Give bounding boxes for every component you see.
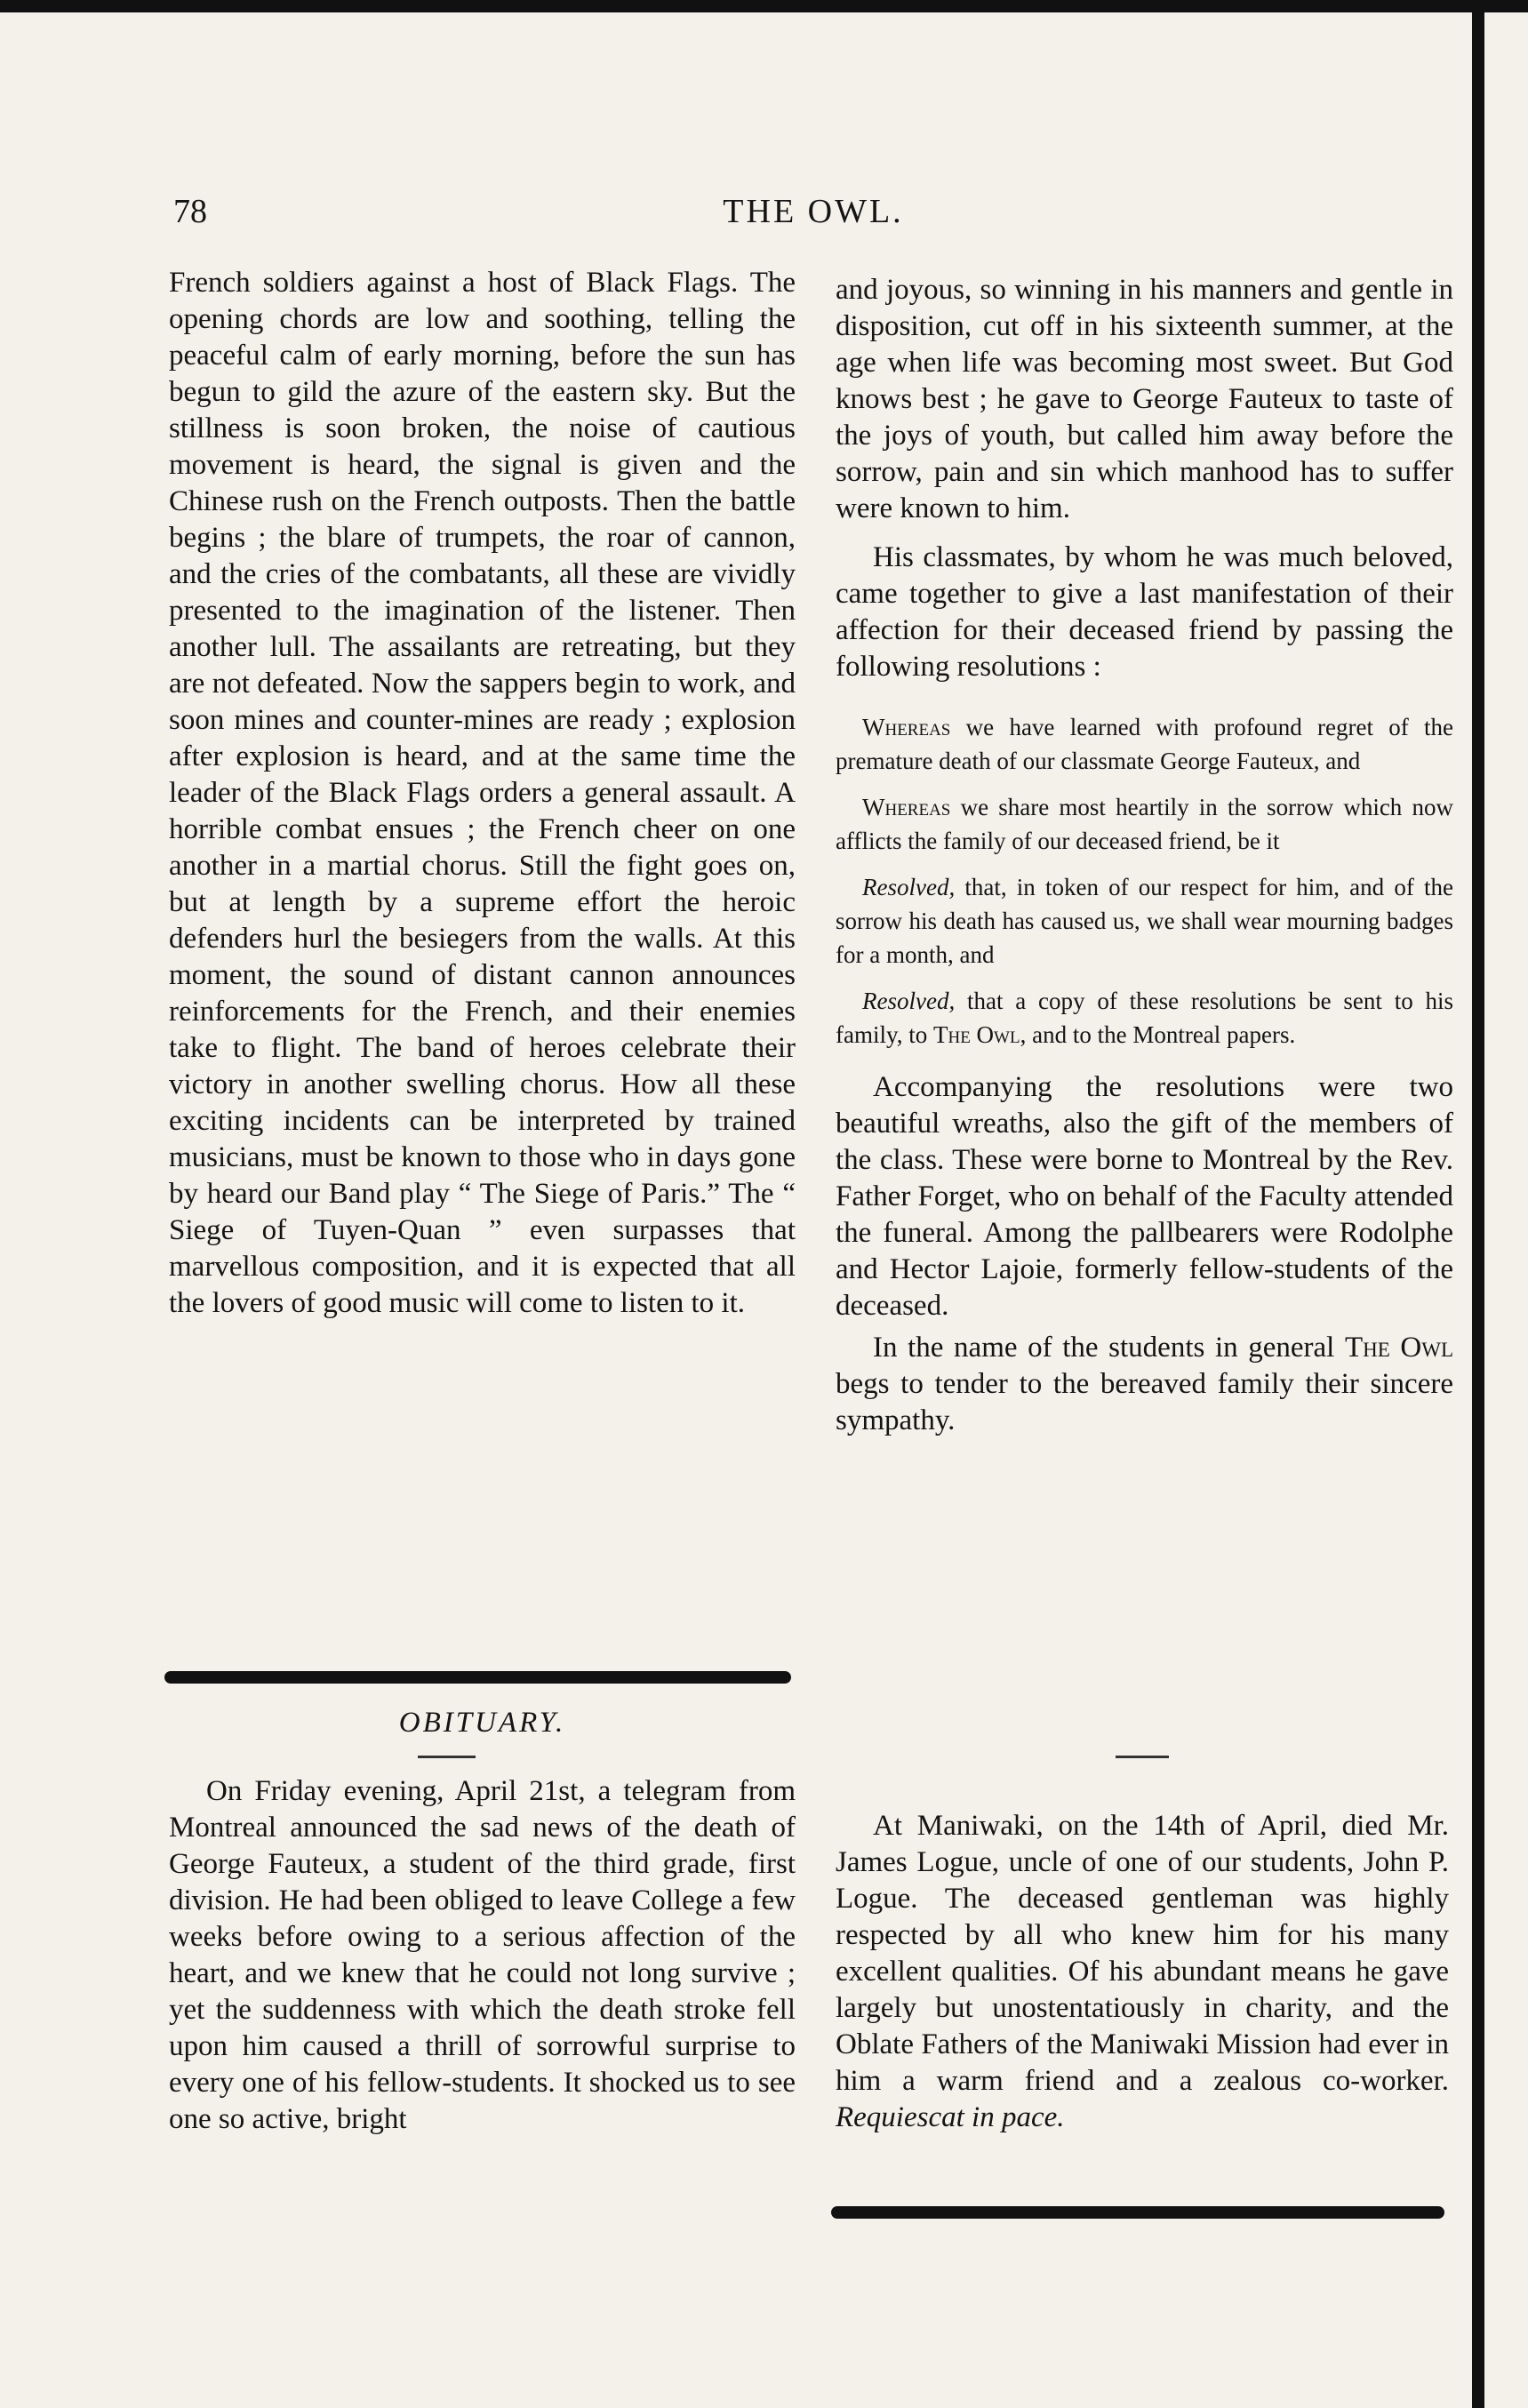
resolution-2 — [836, 790, 1453, 858]
obituary-heading: OBITUARY. — [398, 1707, 566, 1739]
resolution-text: we share most heartily in the sorrow which now afflicts the family of our deceased friend, be it — [836, 794, 1453, 854]
resolution-lead: Resolved, — [862, 988, 956, 1014]
right-paragraph-1: and joyous, so winning in his manners and gentle in disposition, cut off in his sixteenth summer, at the age when life was becoming most sweet. But God knows best ; he gave to George Fauteux to taste of the joys of youth, but called him away before the sorrow, pain and sin which manhood has to suffer were known to him. — [836, 274, 1453, 524]
page-number: 78 — [173, 193, 207, 230]
right-column — [836, 272, 1453, 1439]
section-divider — [164, 1671, 791, 1684]
resolution-text: that, in token of our respect for him, and of the sorrow his death has caused us, we shall wear mourning badges for a month, and — [836, 874, 1453, 968]
right-paragraph-3: Accompanying the resolutions were two beautiful wreaths, also the gift of the members of the class. These were borne to Montreal by the Rev. Father Forget, who on behalf of the Faculty attended the funeral. Among the pallbearers were Rodolphe and Hector Lajoie, formerly fellow-students of the deceased. — [836, 1071, 1453, 1322]
resolution-lead: Resolved, — [862, 874, 956, 900]
closing-divider — [831, 2206, 1444, 2219]
resolutions-block — [836, 710, 1453, 1052]
resolution-lead: Whereas — [862, 794, 951, 820]
page-edge — [1472, 0, 1484, 2408]
owl-name: The Owl — [932, 1021, 1020, 1048]
top-border — [0, 0, 1528, 12]
paragraph-text: begs to tender to the bereaved family their sincere sympathy. — [836, 1368, 1453, 1436]
siege-paragraph: French soldiers against a host of Black Flags. The opening chords are low and soothing, telling the peaceful calm of early morning, before the sun has begun to gild the azure of the eastern sky. But the stillness is soon broken, the noise of cautious movement is heard, the signal is given and the Chinese rush on the French outposts. Then the battle begins ; the blare of trumpets, the roar of cannon, and the cries of the combatants, all these are vividly presented to the imagination of the listener. Then another lull. The assailants are retreating, but they are not defeated. Now the sappers begin to work, and soon mines and counter-mines are ready ; explosion after explosion is heard, and at the same time the leader of the Black Flags orders a general assault. A horrible combat ensues ; the French cheer on one another in a martial chorus. Still the fight goes on, but at length by a supreme effort the heroic defenders hurl the besiegers from the walls. At this moment, the sound of distant cannon announces reinforcements for the French, and their enemies take to flight. The band of heroes celebrate their victory in another swelling chorus. How all these exciting incidents can be interpreted by trained musicians, must be known to those who in days gone by heard our Band play “ The Siege of Paris.” The “ Siege of Tuyen-Quan ” even surpasses that marvellous composition, and it is expected that all the lovers of good music will come to listen to it. — [169, 267, 796, 1319]
heading-underline — [418, 1756, 476, 1758]
resolution-1 — [836, 710, 1453, 778]
owl-name: The Owl — [1344, 1332, 1453, 1364]
obituary-body — [169, 1773, 796, 2138]
resolution-text: that a copy of these resolutions be sent to his family, to — [836, 988, 1453, 1048]
right-paragraph-2: His classmates, by whom he was much beloved, came together to give a last manifestation of their affection for their deceased friend by passing the following resolutions : — [836, 541, 1453, 683]
resolution-3 — [836, 870, 1453, 972]
logue-notice — [836, 1808, 1449, 2136]
right-paragraph-4 — [836, 1330, 1453, 1439]
resolution-4 — [836, 984, 1453, 1052]
closing-phrase: Requiescat in pace. — [836, 2101, 1065, 2133]
resolution-text: we have learned with profound regret of the premature death of our classmate George Fauteux, and — [836, 714, 1453, 774]
obituary-paragraph: On Friday evening, April 21st, a telegram from Montreal announced the sad news of the death of George Fauteux, a student of the third grade, first division. He had been obliged to leave College a few weeks before owing to a serious affection of the heart, and we knew that he could not long survive ; yet the suddenness with which the death stroke fell upon him caused a thrill of sorrowful surprise to every one of his fellow-students. It shocked us to see one so active, bright — [169, 1775, 796, 2135]
running-title: THE OWL. — [723, 193, 904, 230]
resolution-lead: Whereas — [862, 714, 951, 740]
page-header — [173, 192, 1453, 245]
left-column — [169, 265, 796, 1322]
logue-text: At Maniwaki, on the 14th of April, died Mr. James Logue, uncle of one of our students, John P. Logue. The deceased gentleman was highly respected by all who knew him for his many excellent qualities. Of his abundant means he gave largely but unostentatiously in charity, and the Oblate Fathers of the Maniwaki Mission had ever in him a warm friend and a zealous co-worker. — [836, 1810, 1449, 2097]
resolution-text: , and to the Montreal papers. — [1020, 1021, 1296, 1048]
logue-paragraph — [836, 1808, 1449, 2136]
paragraph-text: In the name of the students in general — [873, 1332, 1345, 1364]
short-separator — [1116, 1756, 1169, 1758]
